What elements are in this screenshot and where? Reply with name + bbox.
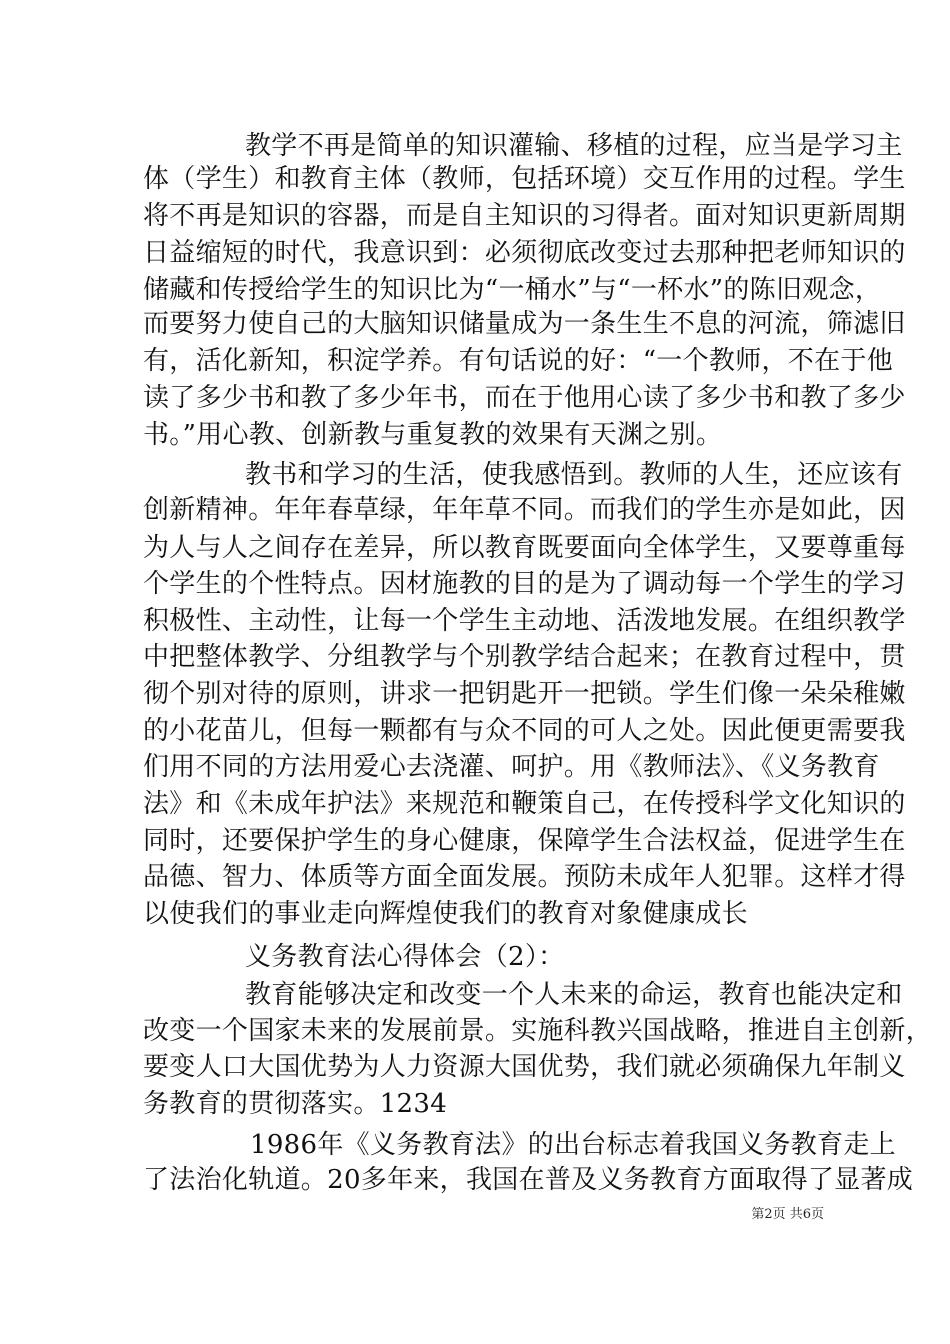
text-line: 要变人口大国优势为人力资源大国优势，我们就必须确保九年制义: [143, 1052, 906, 1082]
text-line: 教书和学习的生活，使我感悟到。教师的人生，还应该有: [245, 460, 903, 490]
text-line: 体（学生）和教育主体（教师，包括环境）交互作用的过程。学生: [143, 164, 906, 194]
text-line: 为人与人之间存在差异，所以教育既要面向全体学生，又要尊重每: [143, 533, 906, 563]
text-line: 彻个别对待的原则，讲求一把钥匙开一把锁。学生们像一朵朵稚嫩: [143, 679, 906, 709]
text-line: 储藏和传授给学生的知识比为“一桶水”与“一杯水”的陈旧观念，: [143, 275, 882, 305]
page-number: 第2页 共6页: [751, 1207, 824, 1222]
text-line: 教育能够决定和改变一个人未来的命运，教育也能决定和: [245, 980, 903, 1010]
section-heading: 义务教育法心得体会（2）：: [245, 942, 565, 972]
text-line: 中把整体教学、分组教学与个别教学结合起来；在教育过程中，贯: [143, 642, 906, 672]
text-line: 法》和《未成年护法》来规范和鞭策自己，在传授科学文化知识的: [143, 789, 906, 819]
text-line: 书。”用心教、创新教与重复教的效果有天渊之别。: [143, 420, 723, 450]
text-line: 读了多少书和教了多少年书，而在于他用心读了多少书和教了多少: [143, 383, 906, 413]
text-line: 有，活化新知，积淀学养。有句话说的好：“一个教师，不在于他: [143, 346, 893, 376]
text-line: 创新精神。年年春草绿，年年草不同。而我们的学生亦是如此，因: [143, 495, 906, 525]
text-line: 同时，还要保护学生的身心健康，保障学生合法权益，促进学生在: [143, 826, 906, 856]
text-line: 改变一个国家未来的发展前景。实施科教兴国战略，推进自主创新，: [143, 1016, 933, 1046]
text-line: 品德、智力、体质等方面全面发展。预防未成年人犯罪。这样才得: [143, 862, 906, 892]
text-line: 以使我们的事业走向辉煌使我们的教育对象健康成长: [143, 899, 748, 929]
text-line: 个学生的个性特点。因材施教的目的是为了调动每一个学生的学习: [143, 569, 906, 599]
text-line: 务教育的贯彻落实。1234: [143, 1089, 448, 1119]
text-line: 1986年《义务教育法》的出台标志着我国义务教育走上: [250, 1130, 896, 1160]
text-line: 日益缩短的时代，我意识到：必须彻底改变过去那种把老师知识的: [143, 238, 906, 268]
text-line: 了法治化轨道。20多年来，我国在普及义务教育方面取得了显著成: [143, 1165, 914, 1195]
text-line: 将不再是知识的容器，而是自主知识的习得者。面对知识更新周期: [143, 201, 906, 231]
text-line: 而要努力使自己的大脑知识储量成为一条生生不息的河流，筛滤旧: [143, 309, 906, 339]
text-line: 们用不同的方法用爱心去浇灌、呵护。用《教师法》、《义务教育: [143, 752, 880, 782]
text-line: 的小花苗儿，但每一颗都有与众不同的可人之处。因此便更需要我: [143, 716, 906, 746]
text-line: 教学不再是简单的知识灌输、移植的过程，应当是学习主: [245, 131, 903, 161]
text-line: 积极性、主动性，让每一个学生主动地、活泼地发展。在组织教学: [143, 606, 906, 636]
